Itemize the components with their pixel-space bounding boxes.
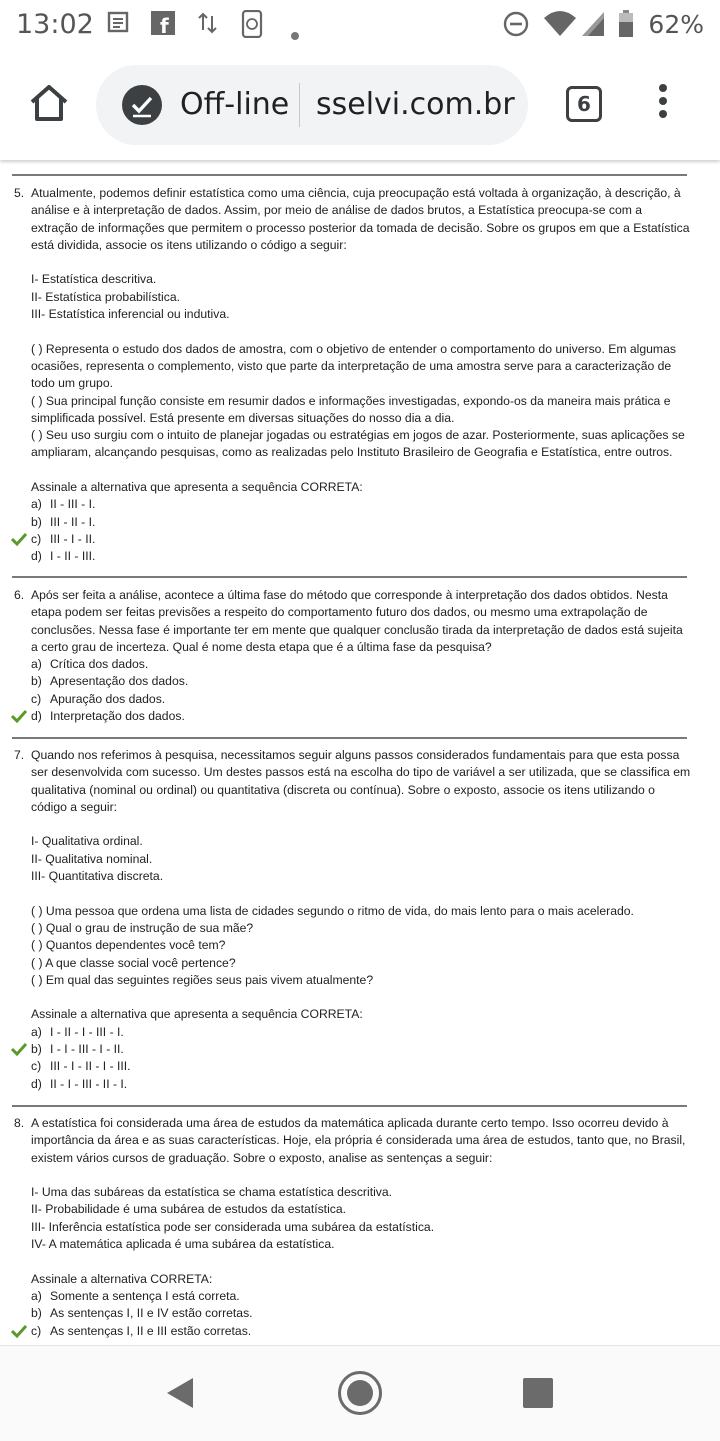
statement: ( ) Seu uso surgiu com o intuito de planejar jogadas ou estratégias em jogos de azar. Posteriormente, suas aplicações se ampliaram, alcançando pesquisas, como as realizadas pelo Instituto Brasileiro de Geografia e Estatística, entre outros. xyxy=(31,428,685,460)
option-c[interactable]: c) As sentenças I, II e III estão corretas. xyxy=(31,1323,691,1340)
item: I- Qualitativa ordinal. xyxy=(31,834,143,849)
home-button[interactable] xyxy=(28,82,70,124)
data-transfer-icon xyxy=(198,10,218,42)
item: III- Quantitativa discreta. xyxy=(31,869,164,884)
option-d[interactable]: d) II - I - III - II - I. xyxy=(31,1076,128,1091)
item: II- Estatística probabilística. xyxy=(31,289,181,304)
statement: ( ) Em qual das seguintes regiões seus pais vivem atualmente? xyxy=(31,972,374,987)
statement: ( ) Representa o estudo dos dados de amostra, com o objetivo de entender o comportamento do universo. Em algumas ocasiões, representa o complemento, visto que parte da interpretação de uma amostra serve para a caracterização de todo um grupo. xyxy=(31,341,676,391)
item: III- Inferência estatística pode ser considerada uma subárea da estatística. xyxy=(31,1219,435,1234)
back-button[interactable] xyxy=(163,1376,197,1415)
item: IV- A matemática aplicada é uma subárea da estatística. xyxy=(31,1237,335,1252)
question-number: 5. xyxy=(14,186,25,200)
statement: ( ) A que classe social você pertence? xyxy=(31,955,236,970)
phone-sync-icon xyxy=(240,10,264,44)
checkmark-icon xyxy=(11,532,27,546)
question-prompt: Assinale a alternativa que apresenta a sequência CORRETA: xyxy=(31,480,363,495)
option-b[interactable]: b) III - II - I. xyxy=(31,514,96,529)
question-number: 7. xyxy=(14,748,25,762)
option-b[interactable]: b) Apresentação dos dados. xyxy=(31,674,189,689)
url-text[interactable]: sselvi.com.br xyxy=(316,87,515,122)
offline-check-icon xyxy=(122,85,162,125)
page-content xyxy=(0,160,720,1345)
notes-icon xyxy=(106,10,132,42)
question-stem: Quando nos referimos à pesquisa, necessitamos seguir alguns passos considerados fundamentais para que esta possa ser desenvolvida com sucesso. Um destes passos está na escolha do tipo de variável a ser utilizada, que se classifica em qualitativa (nominal ou ordinal) ou quantitativa (discreta ou contínua). Sobre o exposto, associe os itens utilizando o código a seguir: xyxy=(31,748,691,814)
more-vert-icon xyxy=(659,84,667,92)
overflow-menu-button[interactable] xyxy=(656,84,670,124)
statement: ( ) Uma pessoa que ordena uma lista de cidades segundo o ritmo de vida, do mais lento para o mais acelerado. xyxy=(31,903,634,918)
back-icon xyxy=(163,1376,197,1410)
option-a[interactable]: a) I - II - I - III - I. xyxy=(31,1024,124,1039)
option-c[interactable]: c) Apuração dos dados. xyxy=(31,691,166,706)
statement: ( ) Qual o grau de instrução de sua mãe? xyxy=(31,920,254,935)
question-stem: Após ser feita a análise, acontece a última fase do método que corresponde à interpretação dos dados obtidos. Nesta etapa podem ser feitas previsões a respeito do comportamento futuro dos dados, ou mesmo uma extrapolação de conclusões. Nessa fase é importante ter em mente que qualquer conclusão tirada da interpretação de dados está sujeita a certo grau de incerteza. Qual é nome desta etapa que é a última fase da pesquisa? xyxy=(31,588,683,654)
browser-toolbar xyxy=(0,50,720,160)
item: I- Uma das subáreas da estatística se chama estatística descritiva. xyxy=(31,1185,393,1200)
question-divider xyxy=(12,576,687,578)
home-icon xyxy=(28,82,70,124)
facebook-icon xyxy=(150,10,176,42)
checkmark-icon xyxy=(11,1324,27,1338)
option-d[interactable]: d) Interpretação dos dados. xyxy=(31,708,691,725)
option-a[interactable]: a) Somente a sentença I está correta. xyxy=(31,1288,240,1303)
dnd-icon xyxy=(502,10,530,44)
option-b[interactable]: b) As sentenças I, II e IV estão corretas. xyxy=(31,1306,253,1321)
address-bar[interactable] xyxy=(96,65,528,145)
question-divider xyxy=(12,737,687,739)
signal-icon xyxy=(580,10,606,44)
checkmark-icon xyxy=(11,1042,27,1056)
option-c[interactable]: c) III - I - II. xyxy=(31,531,691,548)
system-nav-bar xyxy=(0,1345,720,1441)
svg-text:f: f xyxy=(160,14,169,36)
option-a[interactable]: a) Crítica dos dados. xyxy=(31,657,149,672)
question-prompt: Assinale a alternativa CORRETA: xyxy=(31,1271,213,1286)
option-a[interactable]: a) II - III - I. xyxy=(31,497,96,512)
question-divider xyxy=(12,1105,687,1107)
option-c[interactable]: c) III - I - II - I - III. xyxy=(31,1059,131,1074)
option-b[interactable]: b) I - I - III - I - II. xyxy=(31,1041,691,1058)
statement: ( ) Sua principal função consiste em resumir dados e informações investigadas, expondo-os da maneira mais prática e simplificada possível. Está presente em diversas situações do nosso dia a dia. xyxy=(31,393,671,425)
checkmark-icon xyxy=(11,709,27,723)
question-number: 8. xyxy=(14,1116,25,1130)
item: I- Estatística descritiva. xyxy=(31,272,157,287)
tab-switcher-button[interactable]: 6 xyxy=(566,86,602,122)
home-nav-button[interactable] xyxy=(338,1371,382,1415)
statement: ( ) Quantos dependentes você tem? xyxy=(31,938,226,953)
question-stem: A estatística foi considerada uma área de estudos da matemática aplicada durante certo tempo. Isso ocorreu devido à importância da área e as suas características. Hoje, ela própria é considerada uma área de estudos, tanto que, no Brasil, existem vários cursos de graduação. Sobre o exposto, analise as sentenças a seguir: xyxy=(31,1116,686,1165)
battery-icon xyxy=(618,10,634,44)
item: II- Qualitativa nominal. xyxy=(31,851,153,866)
address-divider xyxy=(299,83,300,127)
recents-button[interactable] xyxy=(523,1378,553,1408)
question-number: 6. xyxy=(14,588,25,602)
question-stem: Atualmente, podemos definir estatística como uma ciência, cuja preocupação está voltada à organização, à descrição, à análise e à interpretação de dados. Assim, por meio de análise de dados brutos, a Estatística preocupa-se com a extração de informações que permitem o processo posterior da tomada de decisão. Sobre os grupos em que a Estatística está dividida, associe os itens utilizando o código a seguir: xyxy=(31,186,690,252)
wifi-icon xyxy=(543,10,577,44)
question-divider xyxy=(12,174,687,176)
option-d[interactable]: d) I - II - III. xyxy=(31,549,96,564)
status-time: 13:02 xyxy=(16,9,94,40)
battery-percent: 62% xyxy=(648,10,704,39)
offline-label: Off-line xyxy=(180,87,290,122)
status-bar xyxy=(0,0,720,50)
dot-icon xyxy=(290,19,300,47)
question-prompt: Assinale a alternativa que apresenta a sequência CORRETA: xyxy=(31,1007,363,1022)
item: III- Estatística inferencial ou indutiva. xyxy=(31,307,230,322)
item: II- Probabilidade é uma subárea de estudos da estatística. xyxy=(31,1202,347,1217)
